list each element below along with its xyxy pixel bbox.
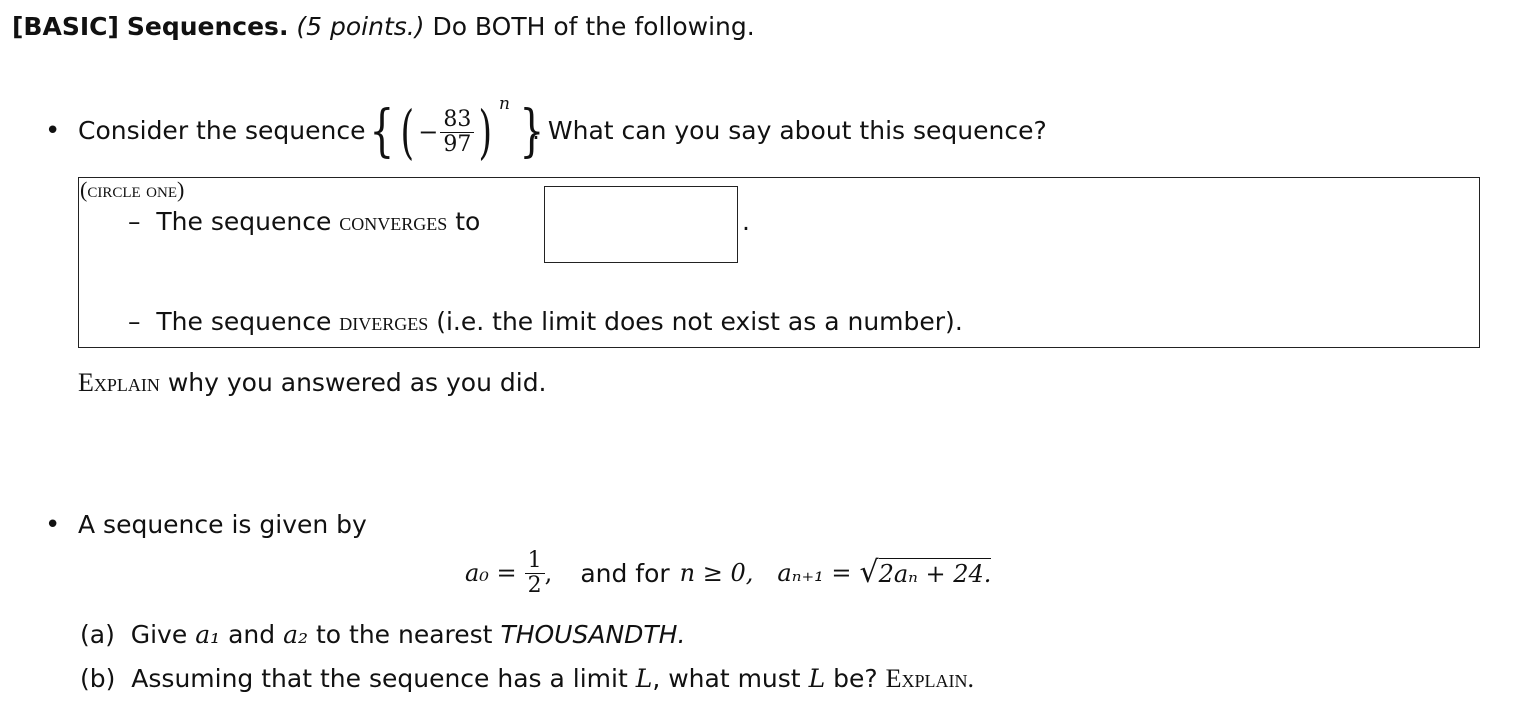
- part2-lead: A sequence is given by: [78, 510, 367, 539]
- fraction-one-half: [525, 549, 545, 596]
- item-b-var-repeat: L: [808, 664, 826, 693]
- option-diverges-text: The sequence: [156, 307, 332, 336]
- recursion-lhs: aₙ₊₁ =: [777, 559, 852, 587]
- fraction-83-97: [440, 108, 474, 155]
- converges-keyword: converges: [339, 209, 448, 236]
- option-diverges[interactable]: [128, 307, 963, 337]
- item-a-label: (a): [80, 620, 115, 649]
- diverges-keyword: diverges: [339, 309, 429, 336]
- minus-sign: −: [418, 118, 439, 146]
- left-brace: {: [369, 99, 395, 164]
- exponent-n: n: [499, 94, 510, 114]
- part1-question: . What can you say about this sequence?: [532, 116, 1047, 145]
- part1-lead: Consider the sequence: [78, 116, 366, 145]
- item-a-text1: Give: [130, 620, 188, 649]
- item-a-text3: to the nearest: [315, 620, 493, 649]
- dash-1: –: [128, 207, 157, 236]
- explain-rest: why you answered as you did.: [167, 368, 547, 397]
- circle-one-label: (circle one): [80, 177, 185, 202]
- item-a-text2: and: [228, 620, 276, 649]
- problem-topic: Sequences.: [126, 12, 289, 41]
- fraction-numerator: 83: [443, 107, 472, 133]
- answer-period: .: [742, 207, 750, 236]
- item-b: [80, 664, 974, 694]
- bullet-1: •: [45, 116, 61, 146]
- left-paren: (: [400, 98, 414, 166]
- explain-line: [78, 368, 547, 398]
- and-for-text: and for: [580, 558, 670, 588]
- sequence-expression: [364, 92, 550, 172]
- item-b-explain: Explain.: [885, 664, 974, 693]
- bullet-2: •: [45, 510, 61, 540]
- explain-cap: Explain: [78, 368, 160, 397]
- item-a-var2: a₂: [283, 620, 309, 649]
- item-b-var: L: [635, 664, 653, 693]
- half-numerator: 1: [527, 548, 542, 574]
- a0-equation: a₀ =: [465, 559, 517, 587]
- problem-header: [12, 12, 755, 41]
- dash-2: –: [128, 307, 157, 336]
- option-converges-text: The sequence: [156, 207, 332, 236]
- problem-tag: [BASIC]: [12, 12, 119, 41]
- item-b-text1: Assuming that the sequence has a limit: [131, 664, 628, 693]
- comma: ,: [544, 559, 553, 587]
- item-b-label: (b): [80, 664, 116, 693]
- sqrt-sign: √: [859, 555, 879, 590]
- option-diverges-tail: (i.e. the limit does not exist as a number).: [436, 307, 963, 336]
- item-b-text3: be?: [833, 664, 878, 693]
- recursive-definition: [465, 535, 991, 611]
- condition: n ≥ 0,: [679, 559, 754, 587]
- option-converges-tail: to: [455, 207, 481, 236]
- item-a-var1: a₁: [195, 620, 221, 649]
- item-b-text2: , what must: [652, 664, 801, 693]
- right-paren: ): [478, 98, 493, 166]
- item-a-emphasis: THOUSANDTH.: [500, 620, 686, 649]
- right-brace: }: [519, 99, 545, 164]
- half-denominator: 2: [525, 573, 545, 597]
- limit-answer-box[interactable]: [544, 186, 738, 263]
- fraction-denominator: 97: [440, 132, 474, 156]
- sqrt-radicand: 2aₙ + 24.: [878, 560, 992, 588]
- problem-instruction: Do BOTH of the following.: [432, 12, 755, 41]
- option-converges[interactable]: [128, 207, 480, 237]
- problem-points: (5 points.): [296, 12, 425, 41]
- item-a: [80, 620, 685, 649]
